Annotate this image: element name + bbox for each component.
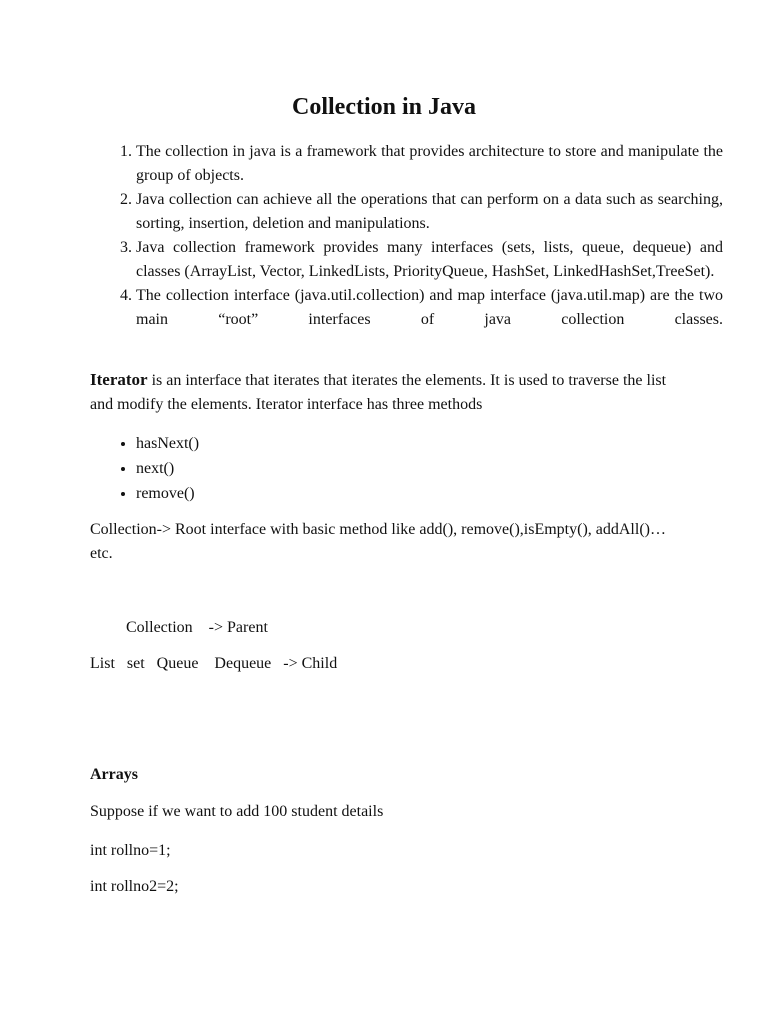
hierarchy-parent-line: Collection -> Parent [126, 619, 268, 636]
arrays-heading: Arrays [90, 766, 138, 783]
iterator-methods-list [90, 431, 199, 506]
arrays-intro: Suppose if we want to add 100 student details [90, 803, 384, 820]
iterator-term: Iterator [90, 370, 148, 389]
code-line: int rollno2=2; [90, 878, 179, 895]
iterator-description: is an interface that iterates that iterates the elements. It is used to traverse the list and modify the elements. Iterator interface has three methods [90, 372, 667, 413]
list-item: • hasNext() [136, 431, 199, 456]
list-item: 4. The collection interface (java.util.collection) and map interface (java.util.map) are the two main “root” interfaces of java collection classes. [136, 284, 723, 332]
hierarchy-child-line: List set Queue Dequeue -> Child [90, 655, 338, 672]
code-line: int rollno=1; [90, 842, 171, 859]
list-item: • remove() [136, 481, 199, 506]
list-item: 2. Java collection can achieve all the operations that can perform on a data such as searching, sorting, insertion, deletion and manipulations. [136, 188, 723, 236]
page-title: Collection in Java [292, 94, 476, 120]
list-item: 1. The collection in java is a framework that provides architecture to store and manipulate the group of objects. [136, 140, 723, 188]
list-item: 3. Java collection framework provides many interfaces (sets, lists, queue, dequeue) and classes (ArrayList, Vector, LinkedLists, PriorityQueue, HashSet, LinkedHashSet,TreeSet). [136, 236, 723, 284]
collection-points-list [90, 140, 723, 332]
collection-description: Collection-> Root interface with basic method like add(), remove(),isEmpty(), addAll()… etc. [90, 521, 666, 562]
iterator-paragraph [90, 368, 680, 417]
list-item: • next() [136, 456, 199, 481]
